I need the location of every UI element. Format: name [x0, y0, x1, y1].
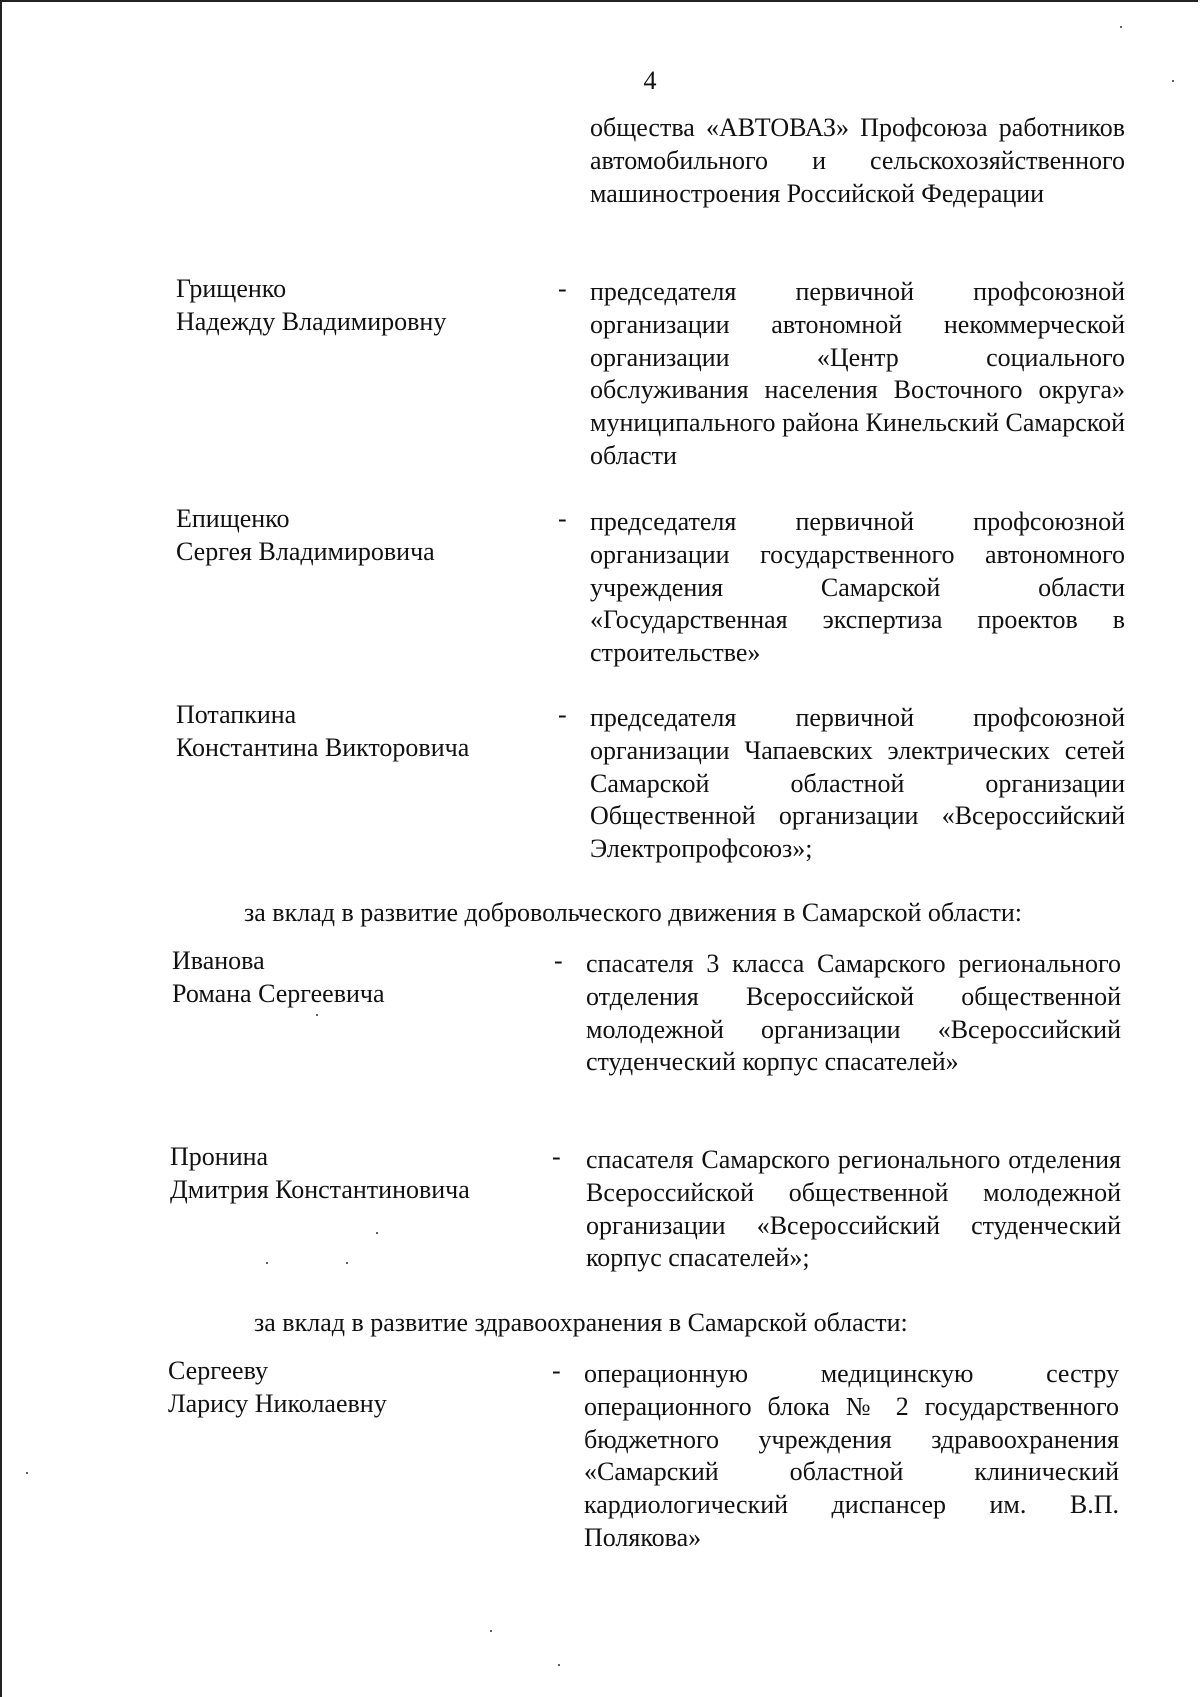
person-given-names: Ларису Николаевну [168, 1389, 387, 1418]
person-name [170, 1140, 540, 1206]
person-given-names: Сергея Владимировича [176, 537, 435, 566]
page-left-edge [0, 0, 2, 1697]
person-name [168, 1354, 538, 1420]
person-given-names: Константина Викторовича [176, 733, 470, 762]
entry-dash: - [558, 700, 567, 729]
entry-dash: - [558, 274, 567, 303]
person-surname: Епищенко [176, 504, 290, 533]
person-surname: Грищенко [176, 274, 287, 303]
page-number: 4 [643, 66, 657, 95]
scan-speck [1120, 26, 1122, 28]
person-name [172, 944, 542, 1010]
section-heading-volunteer: за вклад в развитие добровольческого движения в Самарской области: [244, 898, 1022, 927]
continuation-text: общества «АВТОВАЗ» Профсоюза работников автомобильного и сельскохозяйственного машиностроения Российской Федерации [590, 113, 1125, 208]
person-given-names: Романа Сергеевича [172, 979, 385, 1008]
page-top-edge [0, 0, 1198, 2]
person-position: председателя первичной профсоюзной организации автономной некоммерческой организации «Центр социального обслуживания населения Восточного округа» муниципального района Кинельский Самарской области [590, 277, 1125, 470]
scan-speck [558, 1664, 560, 1666]
person-surname: Пронина [170, 1142, 269, 1171]
entry-dash: - [558, 504, 567, 533]
person-position: председателя первичной профсоюзной организации государственного автономного учреждения Самарской области «Государственная экспертиза проектов в строительстве» [590, 507, 1125, 668]
person-surname: Сергееву [168, 1356, 268, 1385]
scan-speck [26, 1472, 28, 1474]
scan-speck [490, 1630, 492, 1632]
section-heading-health: за вклад в развитие здравоохранения в Самарской области: [254, 1308, 908, 1337]
entry-dash: - [552, 1356, 561, 1385]
person-given-names: Дмитрия Константиновича [170, 1175, 470, 1204]
person-surname: Иванова [172, 946, 265, 975]
entry-dash: - [552, 1142, 561, 1171]
scan-speck [346, 1262, 348, 1264]
person-name [176, 502, 546, 568]
person-surname: Потапкина [176, 700, 297, 729]
scan-speck [316, 1014, 318, 1016]
scan-speck [1172, 80, 1174, 82]
person-given-names: Надежду Владимировну [176, 307, 447, 336]
scan-speck [376, 1232, 378, 1234]
entry-dash: - [554, 946, 563, 975]
person-position: спасателя Самарского регионального отделения Всероссийской общественной молодежной организации «Всероссийский студенческий корпус спасателей»; [586, 1145, 1121, 1273]
person-name [176, 272, 546, 338]
person-position: спасателя 3 класса Самарского регионального отделения Всероссийской общественной молодежной организации «Всероссийский студенческий корпус спасателей» [586, 949, 1121, 1077]
scan-speck [266, 1262, 268, 1264]
person-position: председателя первичной профсоюзной организации Чапаевских электрических сетей Самарской областной организации Общественной организации «Всероссийский Электропрофсоюз»; [590, 703, 1125, 864]
person-position: операционную медицинскую сестру операционного блока № 2 государственного бюджетного учреждения здравоохранения «Самарский областной клинический кардиологический диспансер им. В.П. Полякова» [584, 1359, 1119, 1552]
person-name [176, 698, 546, 764]
